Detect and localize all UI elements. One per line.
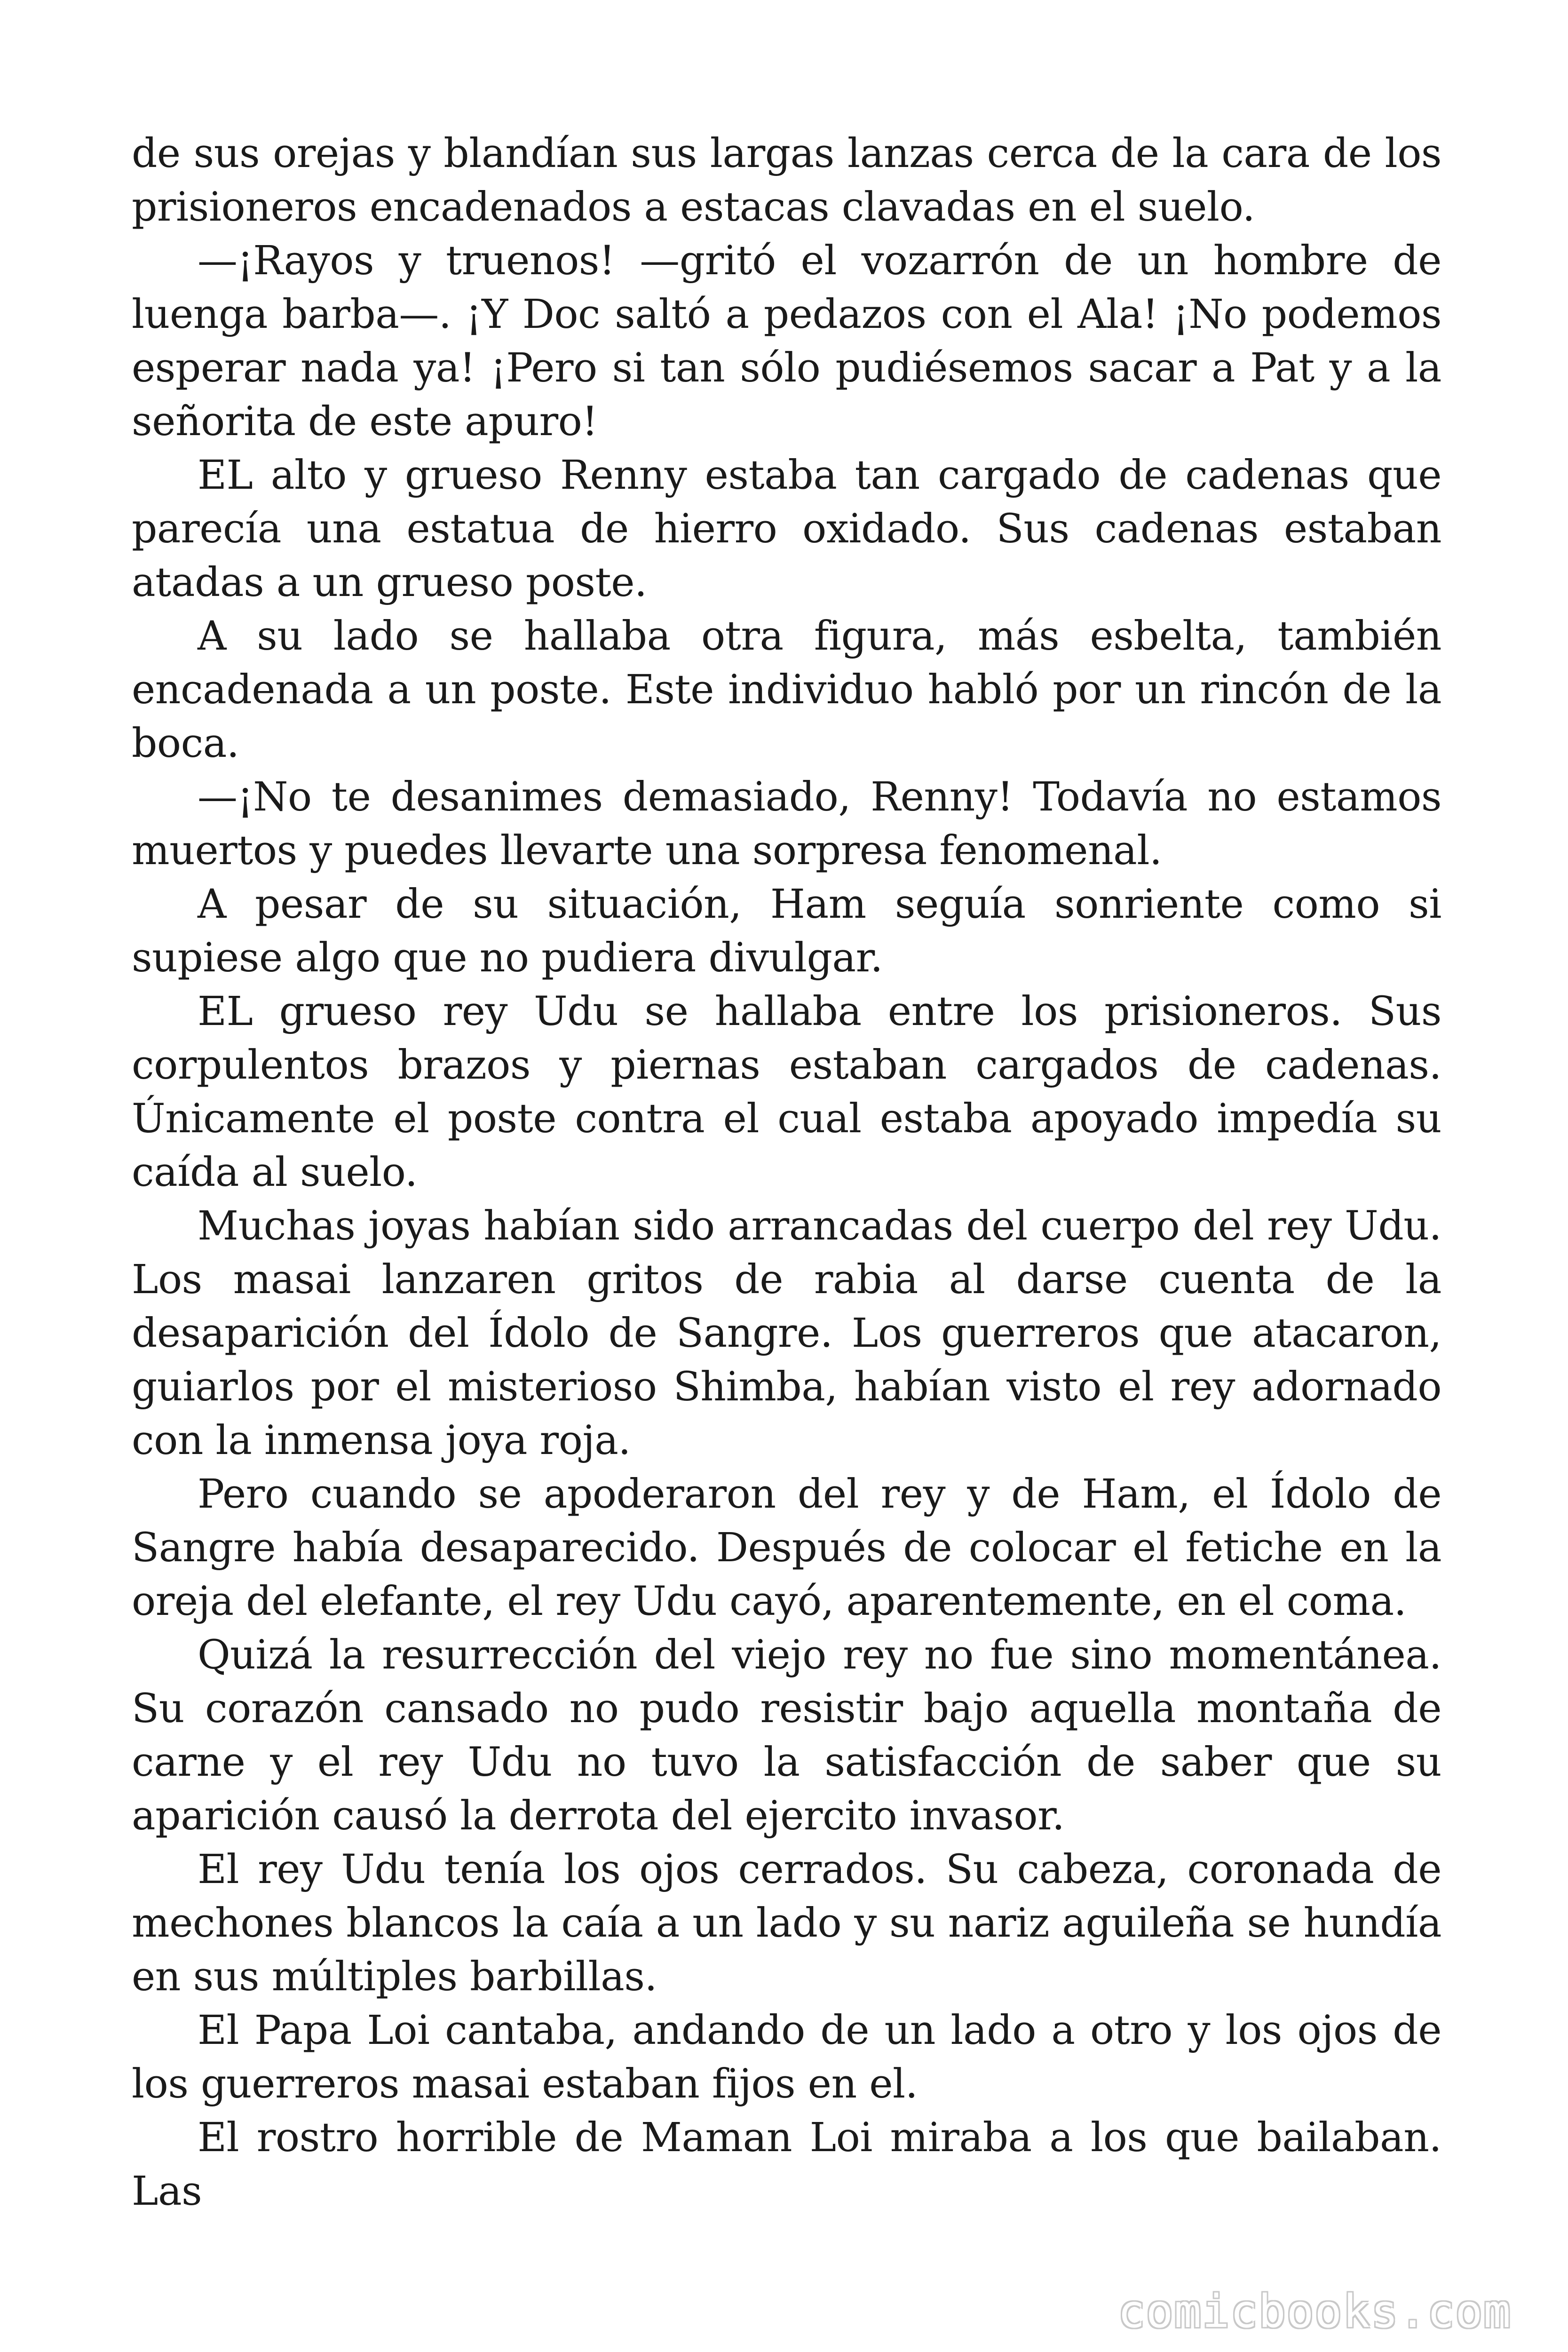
paragraph-13: El rostro horrible de Maman Loi miraba a los que bailaban. Las bbox=[132, 2114, 1441, 2215]
paragraph-5: —¡No te desanimes demasiado, Renny! Todavía no estamos muertos y puedes llevarte una sorpresa fenomenal. bbox=[132, 774, 1441, 874]
paragraph-10: Quizá la resurrección del viejo rey no fue sino momentánea. Su corazón cansado no pudo resistir bajo aquella montaña de carne y el rey Udu no tuvo la satisfacción de saber que su aparición causó la derrota del ejercito invasor. bbox=[132, 1632, 1441, 1839]
paragraph-4: A su lado se hallaba otra figura, más esbelta, también encadenada a un poste. Este individuo habló por un rincón de la boca. bbox=[132, 613, 1441, 767]
paragraph-7: EL grueso rey Udu se hallaba entre los prisioneros. Sus corpulentos brazos y piernas estaban cargados de cadenas. Únicamente el poste contra el cual estaba apoyado impedía su caída al suelo. bbox=[132, 988, 1441, 1196]
paragraph-3: EL alto y grueso Renny estaba tan cargado de cadenas que parecía una estatua de hierro oxidado. Sus cadenas estaban atadas a un grueso poste. bbox=[132, 452, 1441, 606]
paragraph-2: —¡Rayos y truenos! —gritó el vozarrón de un hombre de luenga barba—. ¡Y Doc saltó a pedazos con el Ala! ¡No podemos esperar nada ya! ¡Pero si tan sólo pudiésemos sacar a Pat y a la señorita de este apuro! bbox=[132, 238, 1441, 445]
watermark: comicbooks.com bbox=[1117, 2285, 1512, 2338]
paragraph-1: de sus orejas y blandían sus largas lanzas cerca de la cara de los prisioneros encadenados a estacas clavadas en el suelo. bbox=[132, 130, 1441, 230]
paragraph-8: Muchas joyas habían sido arrancadas del cuerpo del rey Udu. Los masai lanzaren gritos de rabia al darse cuenta de la desaparición del Ídolo de Sangre. Los guerreros que atacaron, guiarlos por el misterioso Shimba, habían visto el rey adornado con la inmensa joya roja. bbox=[132, 1203, 1441, 1464]
page-body bbox=[132, 127, 1441, 2218]
paragraph-6: A pesar de su situación, Ham seguía sonriente como si supiese algo que no pudiera divulgar. bbox=[132, 881, 1441, 981]
paragraph-11: El rey Udu tenía los ojos cerrados. Su cabeza, coronada de mechones blancos la caía a un lado y su nariz aguileña se hundía en sus múltiples barbillas. bbox=[132, 1846, 1441, 2000]
paragraph-9: Pero cuando se apoderaron del rey y de Ham, el Ídolo de Sangre había desaparecido. Después de colocar el fetiche en la oreja del elefante, el rey Udu cayó, aparentemente, en el coma. bbox=[132, 1471, 1441, 1625]
paragraph-12: El Papa Loi cantaba, andando de un lado a otro y los ojos de los guerreros masai estaban fijos en el. bbox=[132, 2007, 1441, 2107]
